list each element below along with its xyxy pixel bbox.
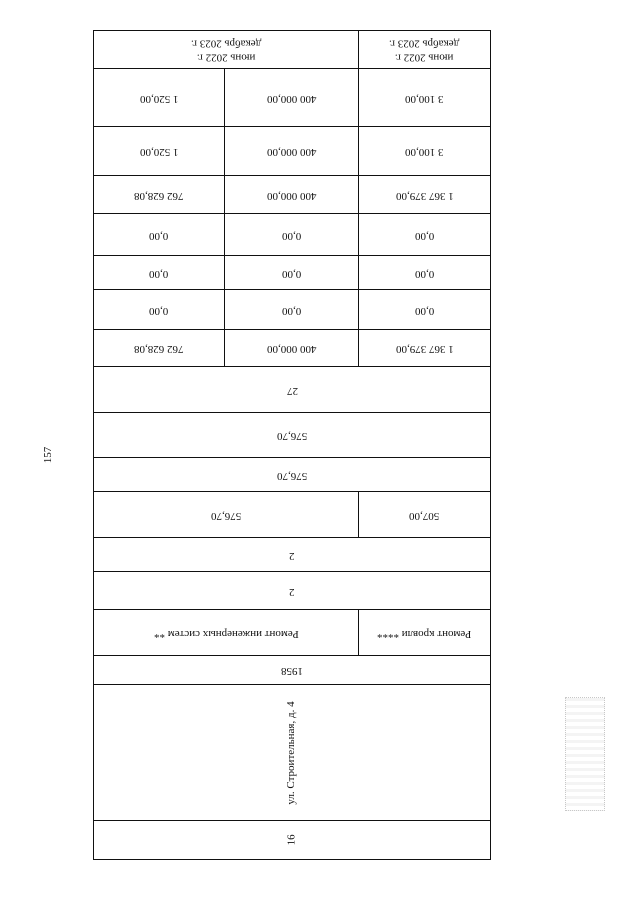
page-number: 157 — [42, 446, 54, 464]
scan-stamp — [565, 697, 605, 811]
count-cell: 2 — [94, 538, 491, 572]
amount-row — [94, 256, 491, 290]
amount-cell: 0,00 — [94, 290, 225, 330]
area-cell: 576,70 — [94, 413, 491, 458]
amount-row — [94, 214, 491, 256]
period-cell: июнь 2022 г. декабрь 2023 г. — [94, 31, 359, 69]
amount-row — [94, 176, 491, 214]
amount-cell: 400 000,00 — [225, 69, 359, 127]
period-cell: июнь 2022 г. декабрь 2023 г. — [359, 31, 491, 69]
repair-type-cell: Ремонт кровли **** — [359, 610, 491, 656]
year-cell: 1958 — [94, 656, 491, 685]
amount-row — [94, 69, 491, 127]
count-cell: 2 — [94, 572, 491, 610]
address-cell — [94, 685, 491, 821]
amount-cell: 0,00 — [359, 256, 491, 290]
amount-cell: 0,00 — [225, 290, 359, 330]
amount-cell: 762 628,08 — [94, 176, 225, 214]
amount-cell: 0,00 — [359, 214, 491, 256]
merged-row — [94, 367, 491, 413]
amount-cell: 0,00 — [94, 214, 225, 256]
merged-row — [94, 656, 491, 685]
amount-row — [94, 290, 491, 330]
amount-cell: 400 000,00 — [225, 127, 359, 176]
address-row — [94, 685, 491, 821]
area-cell: 507,00 — [359, 492, 491, 538]
repair-type-cell: Ремонт инженерных систем ** — [94, 610, 359, 656]
amount-cell: 0,00 — [225, 256, 359, 290]
amount-cell: 400 000,00 — [225, 176, 359, 214]
amount-cell: 1 367 379,00 — [359, 330, 491, 367]
amount-cell: 3 100,00 — [359, 69, 491, 127]
housing-repair-table — [93, 30, 491, 860]
amount-cell: 762 628,08 — [94, 330, 225, 367]
amount-cell: 1 520,00 — [94, 69, 225, 127]
split-row — [94, 492, 491, 538]
amount-cell: 1 367 379,00 — [359, 176, 491, 214]
amount-cell: 0,00 — [94, 256, 225, 290]
amount-row — [94, 330, 491, 367]
amount-cell: 0,00 — [225, 214, 359, 256]
area-cell: 576,70 — [94, 492, 359, 538]
merged-row — [94, 538, 491, 572]
merged-row — [94, 458, 491, 492]
amount-row — [94, 127, 491, 176]
area-cell: 576,70 — [94, 458, 491, 492]
amount-cell: 400 000,00 — [225, 330, 359, 367]
row-number-cell: 16 — [94, 821, 491, 860]
period-row — [94, 31, 491, 69]
merged-row — [94, 572, 491, 610]
amount-cell: 3 100,00 — [359, 127, 491, 176]
address-text: ул. Строительная, д. 4 — [285, 700, 298, 805]
number-row — [94, 821, 491, 860]
amount-cell: 1 520,00 — [94, 127, 225, 176]
merged-row — [94, 413, 491, 458]
amount-cell: 0,00 — [359, 290, 491, 330]
merged-cell: 27 — [94, 367, 491, 413]
works-row — [94, 610, 491, 656]
